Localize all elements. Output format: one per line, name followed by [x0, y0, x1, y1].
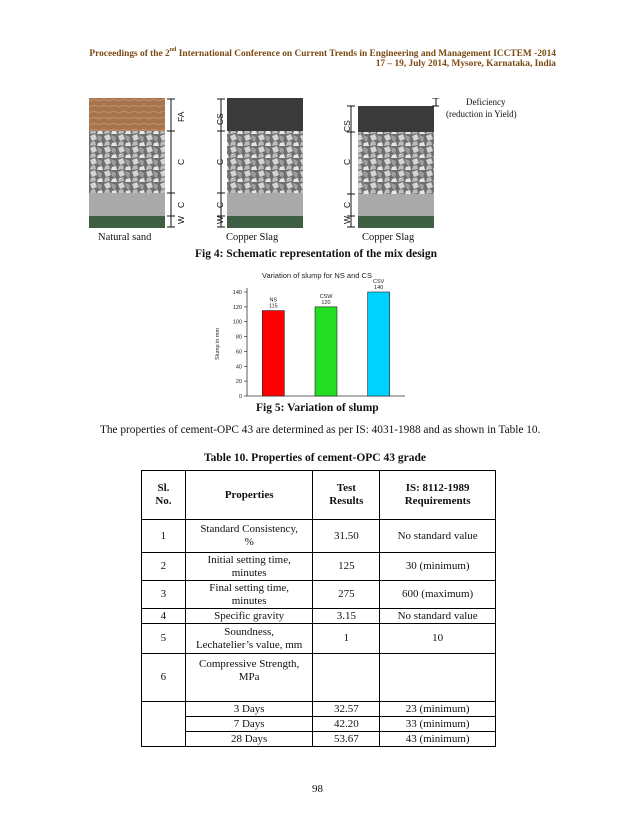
bar-ns [262, 311, 284, 396]
y-tick-label: 140 [232, 290, 242, 296]
cell-sl-empty [142, 702, 186, 747]
page-number: 98 [312, 783, 323, 795]
cell-requirement: 30 (minimum) [380, 553, 496, 581]
col2-c2-label: C [215, 201, 225, 208]
y-tick-label: 0 [238, 394, 242, 400]
cell-result: 32.57 [313, 702, 380, 717]
table-row [142, 654, 496, 702]
header-test-results: Test Results [313, 471, 380, 520]
cell-age: 28 Days [185, 732, 313, 747]
table-row [142, 624, 496, 654]
deficiency-label: Deficiency [466, 97, 506, 107]
cell-result: 3.15 [313, 609, 380, 624]
header-sl-no: Sl. No. [142, 471, 186, 520]
copper-slag-label-2: Copper Slag [362, 232, 415, 243]
cell-result: 125 [313, 553, 380, 581]
y-tick-label: 60 [235, 349, 242, 356]
natural-sand-column [89, 98, 165, 228]
col1-c2-label: C [176, 201, 186, 208]
cell-sl: 1 [142, 520, 186, 553]
copper-slag-label-1: Copper Slag [226, 232, 279, 243]
cement-properties-table [141, 470, 496, 747]
cell-property: Standard Consistency, % [185, 520, 313, 553]
cell-age: 3 Days [185, 702, 313, 717]
fig4-caption: Fig 4: Schematic representation of the mix design [195, 248, 438, 260]
chart-title: Variation of slump for NS and CS [262, 271, 372, 280]
table-row [142, 553, 496, 581]
cell-result [313, 654, 380, 702]
cell-requirement: No standard value [380, 520, 496, 553]
y-tick-label: 80 [235, 334, 242, 341]
cell-sl: 4 [142, 609, 186, 624]
slump-chart-svg [205, 268, 430, 403]
col2-w-label: W [215, 215, 225, 224]
body-paragraph: The properties of cement-OPC 43 are determined as per IS: 4031-1988 and as shown in Table 10. [100, 424, 541, 436]
table-row [142, 581, 496, 609]
cell-requirement: 23 (minimum) [380, 702, 496, 717]
cell-sl: 5 [142, 624, 186, 654]
y-tick-label: 120 [232, 304, 242, 311]
cell-requirement: 10 [380, 624, 496, 654]
col1-w-label: W [176, 215, 186, 224]
col1-c-label: C [176, 158, 186, 165]
bar-category-label: NS [269, 297, 278, 304]
col3-c2-label: C [342, 201, 352, 208]
cell-property: Soundness, Lechatelier’s value, mm [185, 624, 313, 654]
bar-category-label: CSW [319, 293, 333, 300]
header-superscript: nd [169, 47, 177, 53]
col2-c-label: C [215, 158, 225, 165]
bar-value-label: 120 [321, 299, 331, 306]
table-subrow [142, 732, 496, 747]
deficiency-sublabel: (reduction in Yield) [446, 109, 517, 119]
y-tick-label: 100 [232, 319, 242, 326]
copper-slag-column-2 [358, 106, 434, 228]
cell-result: 31.50 [313, 520, 380, 553]
cell-result: 53.67 [313, 732, 380, 747]
table-subrow [142, 702, 496, 717]
conference-header-line2: 17 – 19, July 2014, Mysore, Karnataka, India [375, 59, 556, 69]
bar-csw [315, 307, 337, 396]
table-subrow [142, 717, 496, 732]
header-is-requirements: IS: 8112-1989 Requirements [380, 471, 496, 520]
table-caption: Table 10. Properties of cement-OPC 43 grade [204, 452, 426, 464]
y-axis-label: Slump in mm [215, 327, 221, 361]
bar-value-label: 115 [268, 303, 278, 310]
cell-requirement [380, 654, 496, 702]
mix-design-svg [89, 98, 439, 230]
y-tick-label: 40 [235, 364, 242, 371]
col3-cs-label: CS [342, 120, 352, 132]
cell-property: Initial setting time, minutes [185, 553, 313, 581]
copper-slag-column-1 [227, 98, 303, 228]
table-header-row [142, 471, 496, 520]
fig5-caption: Fig 5: Variation of slump [256, 402, 379, 414]
slump-chart [205, 268, 430, 403]
col2-cs-label: CS [215, 113, 225, 125]
col3-w-label: W [342, 215, 352, 224]
cell-property: Compressive Strength, MPa [185, 654, 313, 702]
mix-design-schematic [89, 98, 439, 230]
y-tick-label: 20 [235, 379, 242, 386]
cell-result: 275 [313, 581, 380, 609]
cell-age: 7 Days [185, 717, 313, 732]
table-row [142, 609, 496, 624]
cell-requirement: 33 (minimum) [380, 717, 496, 732]
bar-value-label: 140 [374, 285, 384, 291]
cell-requirement: 600 (maximum) [380, 581, 496, 609]
header-properties: Properties [185, 471, 313, 520]
header-text: Proceedings of the 2 [89, 49, 170, 59]
bar-csv [368, 292, 390, 396]
cell-property: Specific gravity [185, 609, 313, 624]
col1-fa-label: FA [176, 111, 186, 122]
col3-c-label: C [342, 158, 352, 165]
cell-result: 1 [313, 624, 380, 654]
cell-requirement: No standard value [380, 609, 496, 624]
cell-sl: 6 [142, 654, 186, 702]
natural-sand-label: Natural sand [98, 232, 152, 243]
cell-property: Final setting time, minutes [185, 581, 313, 609]
table-row [142, 520, 496, 553]
cell-requirement: 43 (minimum) [380, 732, 496, 747]
dimension-arrows-col1 [167, 99, 175, 227]
header-text-rest: International Conference on Current Trends in Engineering and Management ICCTEM -2014 [176, 49, 556, 59]
bar-category-label: CSV [373, 279, 385, 285]
cell-sl: 3 [142, 581, 186, 609]
cell-sl: 2 [142, 553, 186, 581]
cell-result: 42.20 [313, 717, 380, 732]
